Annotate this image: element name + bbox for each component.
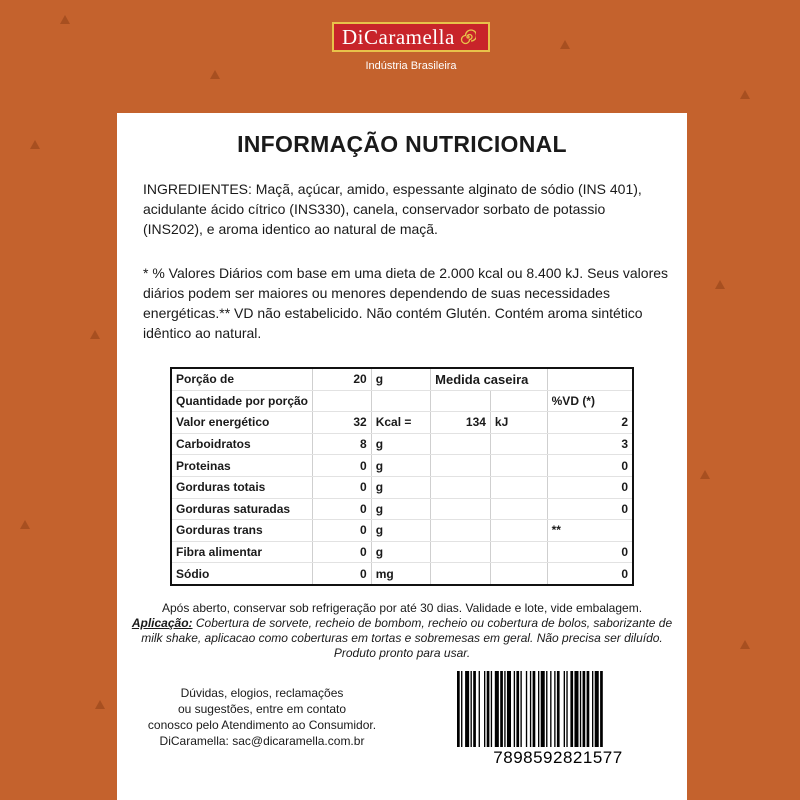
nutrient-name: Valor energético — [171, 412, 313, 434]
nutrient-value: 0 — [313, 541, 372, 563]
nutrient-value: 0 — [313, 476, 372, 498]
nutrient-name: Gorduras trans — [171, 520, 313, 542]
nutrient-unit: g — [371, 520, 430, 542]
portion-label: Porção de — [171, 368, 313, 390]
table-row — [171, 412, 633, 434]
portion-value: 20 — [313, 368, 372, 390]
nutrient-value: 0 — [313, 455, 372, 477]
brand-logo — [332, 22, 490, 52]
vd-header: %VD (*) — [547, 390, 633, 412]
nutrient-vd: 0 — [547, 498, 633, 520]
swirl-icon — [460, 29, 476, 45]
nutrient-unit: g — [371, 541, 430, 563]
background-triangle — [700, 470, 710, 479]
nutrient-unit: mg — [371, 563, 430, 585]
nutrient-vd: 0 — [547, 455, 633, 477]
brand-name: DiCaramella — [342, 24, 455, 49]
brand-tagline: Indústria Brasileira — [365, 60, 457, 72]
background-triangle — [20, 520, 30, 529]
background-triangle — [30, 140, 40, 149]
table-row — [171, 390, 633, 412]
page-title: INFORMAÇÃO NUTRICIONAL — [237, 131, 567, 157]
label-card — [117, 113, 687, 800]
background-triangle — [740, 640, 750, 649]
quantity-label: Quantidade por porção — [171, 390, 313, 412]
background-triangle — [90, 330, 100, 339]
usage-instructions — [127, 616, 677, 661]
nutrient-value: 0 — [313, 563, 372, 585]
contact-line: ou sugestões, entre em contato — [177, 702, 347, 716]
contact-info — [137, 685, 387, 749]
background-triangle — [210, 70, 220, 79]
nutrition-table — [170, 367, 634, 586]
table-row — [171, 498, 633, 520]
energy-kj-value: 134 — [431, 412, 491, 434]
contact-line: conosco pelo Atendimento ao Consumidor. — [147, 718, 377, 732]
daily-values-note: * % Valores Diários com base em uma dieta de 2.000 kcal ou 8.400 kJ. Seus valores diários podem ser maiores ou menores dependendo de suas necessidades energéticas.** VD não estabelicido. Não contém Glutén. Contém aroma sintético idêntico ao natural. — [143, 265, 669, 341]
barcode-number: 7898592821577 — [453, 747, 663, 768]
background-triangle — [715, 280, 725, 289]
nutrient-vd: 0 — [547, 476, 633, 498]
nutrient-name: Carboidratos — [171, 433, 313, 455]
ingredients-text: INGREDIENTES: Maçã, açúcar, amido, espessante alginato de sódio (INS 401), acidulante ácido cítrico (INS330), canela, conservador sorbato de potassio (INS202), e aroma identico ao natural de maçã. — [143, 181, 642, 237]
nutrient-vd: 3 — [547, 433, 633, 455]
table-row — [171, 433, 633, 455]
table-row — [171, 520, 633, 542]
nutrient-vd: ** — [547, 520, 633, 542]
table-row — [171, 476, 633, 498]
portion-unit: g — [371, 368, 430, 390]
nutrient-value: 32 — [313, 412, 372, 434]
nutrient-name: Fibra alimentar — [171, 541, 313, 563]
table-row — [171, 368, 633, 390]
nutrient-value: 8 — [313, 433, 372, 455]
table-row — [171, 541, 633, 563]
usage-label: Aplicação: — [131, 616, 193, 630]
nutrient-vd: 0 — [547, 541, 633, 563]
usage-text: Cobertura de sorvete, recheio de bombom, recheio ou cobertura de bolos, saborizante de milk shake, aplicacao como coberturas em tortas e sobremesas em geral. Não precisa ser diluído. Produto pronto para usar. — [141, 616, 673, 660]
nutrient-vd: 0 — [547, 563, 633, 585]
nutrient-name: Sódio — [171, 563, 313, 585]
background-triangle — [60, 15, 70, 24]
nutrient-vd: 2 — [547, 412, 633, 434]
nutrient-value: 0 — [313, 520, 372, 542]
contact-line: Dúvidas, elogios, reclamações — [180, 686, 344, 700]
nutrient-name: Proteinas — [171, 455, 313, 477]
nutrient-unit: g — [371, 455, 430, 477]
nutrient-unit: g — [371, 498, 430, 520]
background-triangle — [740, 90, 750, 99]
household-measure-label: Medida caseira — [431, 368, 547, 390]
nutrient-name: Gorduras totais — [171, 476, 313, 498]
table-row — [171, 455, 633, 477]
nutrient-value: 0 — [313, 498, 372, 520]
storage-instructions: Após aberto, conservar sob refrigeração por até 30 dias. Validade e lote, vide embalagem. — [161, 601, 643, 615]
background-triangle — [560, 40, 570, 49]
nutrient-unit: g — [371, 433, 430, 455]
contact-email: DiCaramella: sac@dicaramella.com.br — [159, 734, 365, 748]
nutrient-unit: g — [371, 476, 430, 498]
background-triangle — [95, 700, 105, 709]
energy-kj-unit: kJ — [490, 412, 547, 434]
nutrient-name: Gorduras saturadas — [171, 498, 313, 520]
nutrient-unit: Kcal = — [371, 412, 430, 434]
table-row — [171, 563, 633, 585]
